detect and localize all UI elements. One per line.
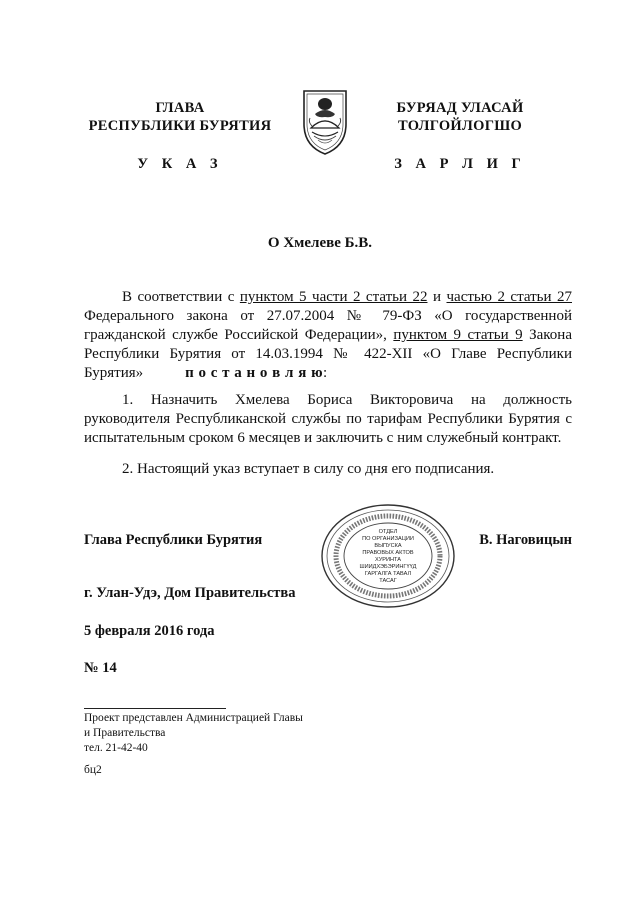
preamble-text: В соответствии с [122, 289, 240, 305]
decree-word: п о с т а н о в л я ю [185, 365, 324, 381]
footer-note [84, 711, 303, 756]
header-right-line2: ТОЛГОЙЛОГШО [397, 118, 523, 134]
stamp-line: ПРАВОВЫХ АКТОВ [362, 550, 414, 556]
header-right [360, 99, 560, 135]
official-stamp [318, 502, 458, 610]
issue-place: г. Улан-Удэ, Дом Правительства [84, 585, 296, 601]
law-link-article-22[interactable]: пунктом 5 части 2 статьи 22 [239, 289, 428, 305]
preamble-paragraph [84, 288, 572, 383]
round-seal-icon [318, 502, 458, 610]
preamble-text: Федерального закона от 27.07.2004 № 79-ФЗ «О государственной гражданской службе Российской Федерации», [84, 308, 572, 343]
coat-of-arms-emblem [300, 88, 350, 156]
header-left-line2: РЕСПУБЛИКИ БУРЯТИЯ [88, 118, 272, 134]
stamp-line: ХУРИНТА [374, 557, 402, 563]
stamp-line: ТАСАГ [379, 578, 397, 584]
preamble-text: и [427, 289, 447, 305]
law-link-article-9[interactable]: пунктом 9 статьи 9 [393, 327, 523, 343]
decree-item-2: 2. Настоящий указ вступает в силу со дня его подписания. [122, 461, 495, 477]
law-link-article-27[interactable]: частью 2 статьи 27 [446, 289, 572, 305]
decree-number: № 14 [84, 660, 117, 676]
document-title: О Хмелеве Б.В. [267, 235, 373, 251]
doc-type-left: У К А З [137, 156, 223, 172]
stamp-line: ВЫПУСКА [374, 543, 402, 549]
footer-divider [84, 708, 226, 709]
preamble-text: Закона Республики Бурятия от 14.03.1994 № 422-XII «О Главе Республики Бурятия» [84, 327, 572, 381]
footer-phone: тел. 21-42-40 [84, 742, 148, 754]
footer-line1: Проект представлен Администрацией Главы [84, 712, 303, 724]
signatory-position: Глава Республики Бурятия [84, 532, 263, 548]
decree-item-1: 1. Назначить Хмелева Бориса Викторовича на должность руководителя Республиканской службы по тарифам Республики Бурятия с испытательным сроком 6 месяцев и заключить с ним служебный контракт. [84, 392, 572, 446]
stamp-line: ГАРГАЛГА ТАВАЛ [364, 571, 412, 577]
doc-type-right: З А Р Л И Г [394, 156, 526, 172]
stamp-line: ПО ОРГАНИЗАЦИИ [362, 536, 414, 542]
header-left [80, 99, 280, 135]
preamble-colon: : [323, 365, 328, 381]
coat-of-arms-icon [300, 88, 350, 156]
footer-code: бц2 [84, 764, 102, 776]
header-left-line1: ГЛАВА [155, 100, 205, 116]
stamp-line: ШИИДХЭБЭРИНГҮҮД [359, 564, 417, 570]
stamp-line: ОТДЕЛ [378, 529, 398, 535]
issue-date: 5 февраля 2016 года [84, 623, 215, 639]
header-right-line1: БУРЯАД УЛАСАЙ [396, 100, 524, 116]
footer-line2: и Правительства [84, 727, 166, 739]
signatory-name: В. Наговицын [479, 532, 572, 548]
